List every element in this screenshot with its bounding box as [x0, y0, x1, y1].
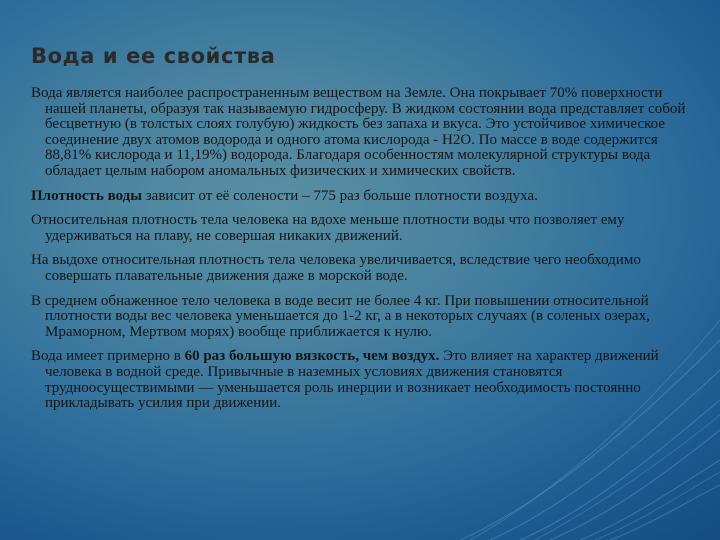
- body-paragraph: [31, 213, 699, 244]
- paragraph-text: Вода имеет примерно в: [31, 348, 185, 365]
- body-paragraph: [31, 86, 699, 180]
- paragraph-text: Это влияет на характер движений человека в водной среде. Привычные в наземных условиях движения становятся трудноосуществимыми — уменьшается роль инерции и возникает необходимость постоянно прикладывать усилия при движении.: [45, 348, 659, 412]
- paragraph-text: Вода является наиболее распространенным веществом на Земле. Она покрывает 70% поверхности нашей планеты, образуя так называемую гидросферу. В жидком состоянии вода представляет собой бесцветную (в толстых слоях голубую) жидкость без запаха и вкуса. Это устойчивое химическое соединение двух атомов водорода и одного атома кислорода - Н2О. По массе в воде содержится 88,81% кислорода и 11,19%) водорода. Благодаря особенностям молекулярной структуры вода обладает целым набором аномальных физических и химических свойств.: [31, 85, 686, 179]
- paragraph-text: зависит от её солености – 775 раз больше плотности воздуха.: [141, 187, 538, 204]
- emphasized-text: Плотность воды: [31, 187, 142, 204]
- body-paragraph: [31, 349, 699, 411]
- body-paragraph: [31, 189, 699, 205]
- paragraph-text: На выдохе относительная плотность тела человека увеличивается, вследствие чего необходимо совершать плавательные движения даже в морской воде.: [31, 252, 641, 284]
- body-paragraph: [31, 294, 699, 341]
- paragraph-text: Относительная плотность тела человека на вдохе меньше плотности воды что позволяет ему удерживаться на плаву, не совершая никаких движений.: [31, 212, 625, 244]
- body-paragraph: [31, 253, 699, 284]
- emphasized-text: 60 раз большую вязкость, чем воздух.: [184, 348, 440, 365]
- slide-body: [31, 86, 699, 421]
- paragraph-text: В среднем обнаженное тело человека в воде весит не более 4 кг. При повышении относительной плотности воды вес человека уменьшается до 1-2 кг, а в некоторых случаях (в соленых озерах, Мраморном, Мертвом морях) вообще приближается к нулю.: [31, 292, 650, 340]
- slide-title: Вода и ее свойства: [31, 44, 276, 68]
